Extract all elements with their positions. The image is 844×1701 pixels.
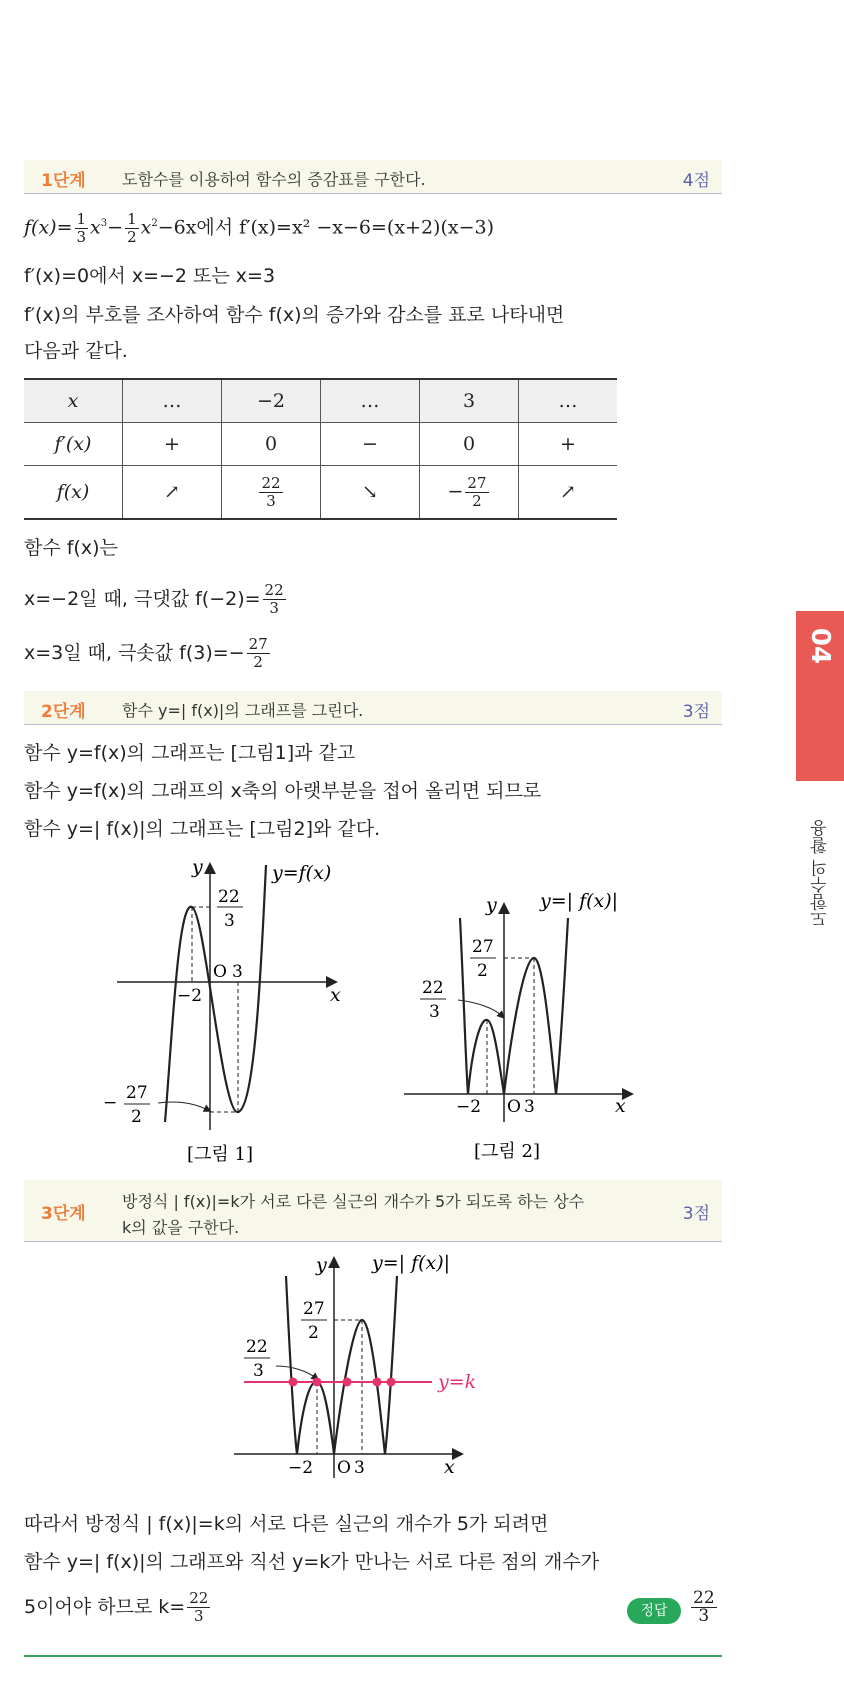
fig3-k-label: y=k bbox=[438, 1371, 477, 1393]
fig3-hump-pointer bbox=[276, 1366, 316, 1378]
local-min-line: x=3일 때, 극솟값 f(3)=− $\frac{27}{2}$ bbox=[24, 635, 268, 671]
fig3-curve-label: y=| f(x)| bbox=[372, 1252, 451, 1274]
step2-points: 3점 bbox=[682, 702, 710, 722]
fig1-max-num: 22 bbox=[218, 887, 240, 907]
fig3-peak-den: 2 bbox=[308, 1323, 319, 1343]
fig3-peak-num: 27 bbox=[303, 1299, 325, 1319]
step1-title: 도함수를 이용하여 함수의 증감표를 구한다. bbox=[122, 170, 426, 189]
fig3-x-label: x bbox=[444, 1456, 455, 1478]
fig2-hump-den: 3 bbox=[429, 1002, 440, 1022]
fig1-min-num: 27 bbox=[126, 1083, 148, 1103]
local-min-cell: − $\frac{27}{2}$ bbox=[420, 466, 519, 520]
fig1-origin: O bbox=[213, 962, 227, 982]
intersection-point bbox=[313, 1378, 322, 1387]
intersection-point bbox=[373, 1378, 382, 1387]
answer-value: $\frac{22}{3}$ bbox=[693, 1588, 715, 1626]
fig2-peak-den: 2 bbox=[477, 961, 488, 981]
chapter-label: 도함수의 활용 bbox=[811, 820, 831, 928]
increasing-arrow: ↗ bbox=[123, 466, 222, 520]
conclusion-line-1: 따라서 방정식 | f(x)|=k의 서로 다른 실근의 개수가 5가 되려면 bbox=[24, 1513, 549, 1535]
conclusion-line-3: 5이어야 하므로 k= $\frac{22}{3}$ bbox=[24, 1589, 209, 1625]
fx-prefix: f(x)= bbox=[24, 216, 73, 239]
answer-badge: 정답 bbox=[627, 1598, 681, 1624]
step3-title-1: 방정식 | f(x)|=k가 서로 다른 실근의 개수가 5가 되도록 하는 상수 bbox=[122, 1192, 585, 1211]
fig1-min-minus: − bbox=[103, 1093, 118, 1113]
local-max-cell: $\frac{22}{3}$ bbox=[222, 466, 321, 520]
figure-1 bbox=[103, 856, 341, 1165]
fig2-three: 3 bbox=[524, 1097, 535, 1117]
fig1-x-label: x bbox=[330, 984, 341, 1006]
step2-label: 2단계 bbox=[41, 702, 86, 722]
fig1-curve-label: y=f(x) bbox=[272, 862, 332, 884]
intersection-point bbox=[343, 1378, 352, 1387]
function-note: 함수 f(x)는 bbox=[24, 537, 118, 559]
fig3-hump-den: 3 bbox=[253, 1361, 264, 1381]
derivative-line: f(x)= $\frac{1}{3}$ $x^3-$ $\frac{1}{2}$ $x^2-6x$에서 f′(x)=x² −x−6=(x+2)(x−3) bbox=[24, 210, 495, 246]
fig2-y-label: y bbox=[486, 894, 497, 916]
fig2-curve-label: y=| f(x)| bbox=[540, 890, 619, 912]
table-intro-line: f′(x)의 부호를 조사하여 함수 f(x)의 증가와 감소를 표로 나타내면 bbox=[24, 304, 565, 326]
fig3-neg2: −2 bbox=[288, 1458, 314, 1478]
chapter-tab: 04 bbox=[796, 611, 844, 781]
fig1-caption: [그림 1] bbox=[187, 1144, 253, 1165]
intersection-point bbox=[289, 1378, 298, 1387]
fig3-origin: O bbox=[337, 1458, 351, 1478]
fig1-three: 3 bbox=[232, 962, 243, 982]
frac-one-half: $\frac{1}{2}$ bbox=[127, 210, 137, 246]
conclusion-line-2: 함수 y=| f(x)|의 그래프와 직선 y=k가 만나는 서로 다른 점의 개수가 bbox=[24, 1551, 600, 1573]
intersection-point bbox=[387, 1378, 396, 1387]
fig1-y-label: y bbox=[192, 856, 203, 878]
critical-points-line: f′(x)=0에서 x=−2 또는 x=3 bbox=[24, 265, 276, 287]
frac-one-third: $\frac{1}{3}$ bbox=[76, 210, 87, 246]
fig2-peak-num: 27 bbox=[472, 937, 494, 957]
decreasing-arrow: ↘ bbox=[321, 466, 420, 520]
step3-label: 3단계 bbox=[41, 1204, 86, 1224]
step1-label: 1단계 bbox=[41, 171, 86, 191]
fig2-caption: [그림 2] bbox=[474, 1141, 540, 1162]
local-max-line: x=−2일 때, 극댓값 f(−2)= $\frac{22}{3}$ bbox=[24, 581, 284, 617]
table-row: f′(x) + 0 − 0 + bbox=[24, 423, 617, 466]
derivative-rest: −6x에서 f′(x)=x² −x−6=(x+2)(x−3) bbox=[157, 216, 495, 239]
fig1-neg2: −2 bbox=[177, 986, 203, 1006]
fig2-hump-num: 22 bbox=[422, 978, 444, 998]
fig2-origin: O bbox=[507, 1097, 521, 1117]
table-row: x … −2 … 3 … bbox=[24, 379, 617, 423]
step2-line-1: 함수 y=f(x)의 그래프는 [그림1]과 같고 bbox=[24, 742, 356, 764]
step2-line-2: 함수 y=f(x)의 그래프의 x축의 아랫부분을 접어 올리면 되므로 bbox=[24, 780, 542, 802]
step3-points: 3점 bbox=[682, 1204, 710, 1224]
step1-points: 4점 bbox=[682, 171, 710, 191]
table-row: f(x) ↗ $\frac{22}{3}$ ↘ − $\frac{27}{2}$ ↗ bbox=[24, 466, 617, 520]
fig1-min-den: 2 bbox=[131, 1107, 142, 1127]
fig3-three: 3 bbox=[354, 1458, 365, 1478]
fig2-x-label: x bbox=[615, 1095, 626, 1117]
step2-title: 함수 y=| f(x)|의 그래프를 그린다. bbox=[122, 701, 364, 720]
fig3-hump-num: 22 bbox=[246, 1337, 268, 1357]
fig2-neg2: −2 bbox=[456, 1097, 482, 1117]
fig1-max-den: 3 bbox=[224, 911, 235, 931]
table-intro-line-2: 다음과 같다. bbox=[24, 340, 128, 362]
increasing-arrow: ↗ bbox=[519, 466, 618, 520]
step3-title-2: k의 값을 구한다. bbox=[122, 1218, 240, 1237]
figure-3 bbox=[234, 1252, 476, 1478]
step2-line-3: 함수 y=| f(x)|의 그래프는 [그림2]와 같다. bbox=[24, 818, 381, 840]
fig3-y-label: y bbox=[316, 1254, 327, 1276]
figure-2 bbox=[404, 890, 628, 1162]
